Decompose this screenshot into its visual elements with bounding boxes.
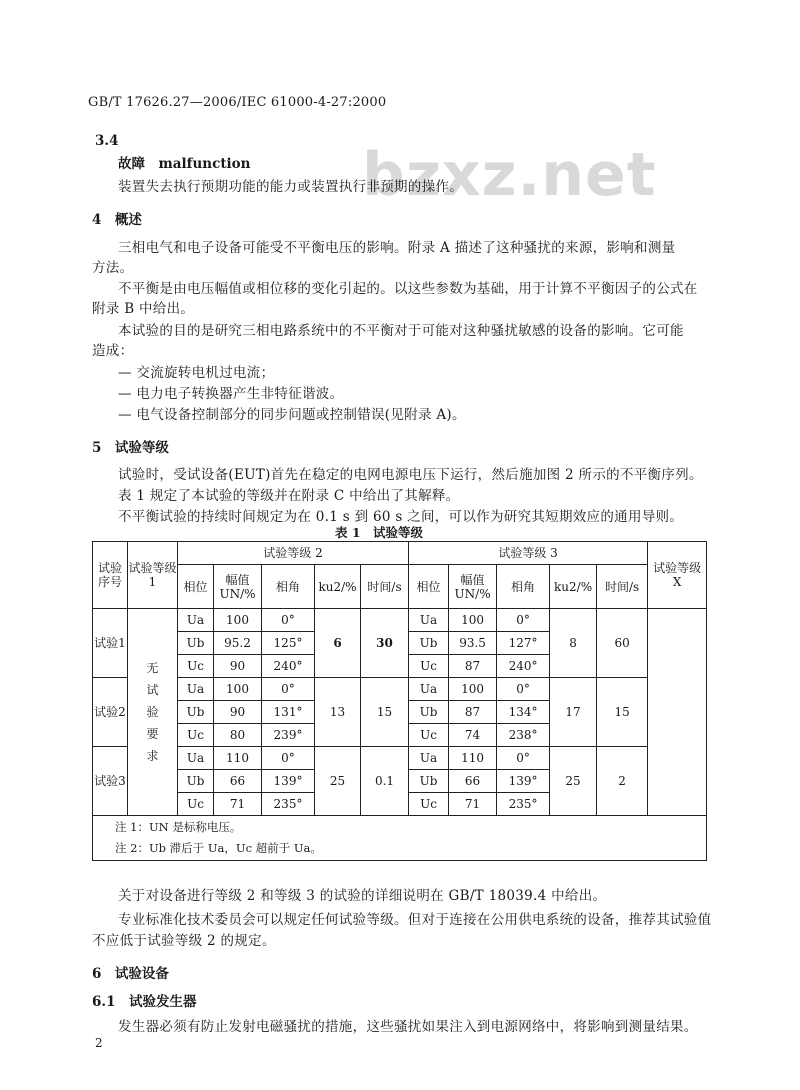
paragraph: 关于对设备进行等级 2 和等级 3 的试验的详细说明在 GB/T 18039.4 中给出。 [118, 888, 607, 904]
angle-cell: 0° [262, 747, 315, 770]
header-level-x: 试验等级 X [648, 542, 707, 609]
header-angle: 相角 [497, 565, 550, 609]
amp-cell: 80 [214, 724, 262, 747]
paragraph: 造成： [92, 343, 134, 359]
table-row [93, 747, 707, 770]
phase-cell: Ub [409, 701, 449, 724]
test-levels-table [92, 541, 707, 861]
amp-cell: 71 [449, 793, 497, 816]
paragraph: 发生器必须有防止发射电磁骚扰的措施，这些骚扰如果注入到电源网络中，将影响到测量结果。 [118, 1019, 698, 1035]
ku2-cell: 13 [315, 678, 361, 747]
paragraph: 表 1 规定了本试验的等级并在附录 C 中给出了其解释。 [118, 488, 460, 504]
test-name: 试验2 [93, 678, 128, 747]
angle-cell: 235° [497, 793, 550, 816]
paragraph: 方法。 [92, 260, 134, 276]
amp-cell: 66 [214, 770, 262, 793]
header-test-seq: 试验序号 [93, 542, 128, 609]
header-ku2: ku2/% [550, 565, 597, 609]
table-note-1: 注 1：UN 是标称电压。 [115, 820, 242, 834]
table-row [93, 609, 707, 632]
paragraph: 三相电气和电子设备可能受不平衡电压的影响。附录 A 描述了这种骚扰的来源，影响和测量 [118, 240, 676, 256]
amp-cell: 66 [449, 770, 497, 793]
document-header: GB/T 17626.27—2006/IEC 61000-4-27:2000 [88, 95, 387, 110]
section-3-4-number: 3.4 [95, 133, 119, 149]
amp-cell: 100 [449, 609, 497, 632]
amp-cell: 74 [449, 724, 497, 747]
angle-cell: 0° [497, 747, 550, 770]
angle-cell: 127° [497, 632, 550, 655]
amp-cell: 90 [214, 655, 262, 678]
paragraph: 试验时，受试设备(EUT)首先在稳定的电网电源电压下运行，然后施加图 2 所示的不平衡序列。 [118, 467, 703, 483]
list-item: — 交流旋转电机过电流； [118, 365, 275, 381]
table-note-2: 注 2：Ub 滞后于 Ua，Uc 超前于 Ua。 [115, 841, 322, 855]
time-cell: 15 [361, 678, 409, 747]
time-cell: 30 [361, 609, 409, 678]
angle-cell: 240° [262, 655, 315, 678]
phase-cell: Uc [409, 724, 449, 747]
header-phase: 相位 [409, 565, 449, 609]
paragraph: 本试验的目的是研究三相电路系统中的不平衡对于可能对这种骚扰敏感的设备的影响。它可能 [118, 323, 684, 339]
level-x-cell [648, 609, 707, 816]
paragraph: 附录 B 中给出。 [92, 301, 195, 317]
ku2-cell: 25 [315, 747, 361, 816]
header-amplitude: 幅值 UN/% [214, 565, 262, 609]
phase-cell: Uc [409, 655, 449, 678]
angle-cell: 125° [262, 632, 315, 655]
angle-cell: 239° [262, 724, 315, 747]
section-4-title: 4 概述 [92, 212, 142, 228]
phase-cell: Uc [178, 724, 214, 747]
time-cell: 2 [597, 747, 648, 816]
phase-cell: Ub [178, 632, 214, 655]
angle-cell: 134° [497, 701, 550, 724]
table-caption: 表 1 试验等级 [335, 525, 424, 540]
paragraph: 不平衡试验的持续时间规定为在 0.1 s 到 60 s 之间，可以作为研究其短期效应的通用导则。 [118, 509, 684, 525]
paragraph: 不平衡是由电压幅值或相位移的变化引起的。以这些参数为基础，用于计算不平衡因子的公式在 [118, 281, 698, 297]
phase-cell: Ub [178, 770, 214, 793]
ku2-cell: 8 [550, 609, 597, 678]
ku2-cell: 25 [550, 747, 597, 816]
phase-cell: Ua [178, 747, 214, 770]
amp-cell: 100 [449, 678, 497, 701]
header-ku2: ku2/% [315, 565, 361, 609]
test-name: 试验1 [93, 609, 128, 678]
amp-cell: 87 [449, 701, 497, 724]
header-level-1: 试验等级 1 [128, 542, 178, 609]
amp-cell: 87 [449, 655, 497, 678]
angle-cell: 0° [497, 609, 550, 632]
header-level-3: 试验等级 3 [409, 542, 648, 565]
level-1-note: 无试验要求 [128, 609, 178, 816]
header-time: 时间/s [597, 565, 648, 609]
section-6-1-title: 6.1 试验发生器 [92, 994, 197, 1010]
table-row [93, 678, 707, 701]
angle-cell: 0° [497, 678, 550, 701]
time-cell: 15 [597, 678, 648, 747]
phase-cell: Uc [178, 655, 214, 678]
angle-cell: 139° [262, 770, 315, 793]
header-amplitude: 幅值 UN/% [449, 565, 497, 609]
amp-cell: 93.5 [449, 632, 497, 655]
phase-cell: Uc [178, 793, 214, 816]
angle-cell: 0° [262, 678, 315, 701]
phase-cell: Ua [178, 609, 214, 632]
header-time: 时间/s [361, 565, 409, 609]
section-5-title: 5 试验等级 [92, 440, 169, 456]
term-malfunction: 故障 malfunction [118, 156, 251, 172]
list-item: — 电力电子转换器产生非特征谐波。 [118, 386, 344, 402]
phase-cell: Ua [409, 747, 449, 770]
amp-cell: 110 [214, 747, 262, 770]
angle-cell: 139° [497, 770, 550, 793]
phase-cell: Ub [178, 701, 214, 724]
amp-cell: 100 [214, 609, 262, 632]
watermark: bzxz.net [362, 140, 657, 210]
paragraph: 专业标准化技术委员会可以规定任何试验等级。但对于连接在公用供电系统的设备，推荐其试验值 [118, 912, 712, 928]
angle-cell: 240° [497, 655, 550, 678]
angle-cell: 0° [262, 609, 315, 632]
ku2-cell: 6 [315, 609, 361, 678]
phase-cell: Ub [409, 770, 449, 793]
amp-cell: 90 [214, 701, 262, 724]
header-level-2: 试验等级 2 [178, 542, 409, 565]
phase-cell: Ub [409, 632, 449, 655]
phase-cell: Ua [409, 609, 449, 632]
term-definition: 装置失去执行预期功能的能力或装置执行非预期的操作。 [118, 179, 463, 195]
test-name: 试验3 [93, 747, 128, 816]
table-notes [93, 816, 707, 861]
amp-cell: 110 [449, 747, 497, 770]
ku2-cell: 17 [550, 678, 597, 747]
amp-cell: 71 [214, 793, 262, 816]
amp-cell: 95.2 [214, 632, 262, 655]
phase-cell: Uc [409, 793, 449, 816]
amp-cell: 100 [214, 678, 262, 701]
section-6-title: 6 试验设备 [92, 966, 169, 982]
header-phase: 相位 [178, 565, 214, 609]
time-cell: 0.1 [361, 747, 409, 816]
page-number: 2 [95, 1036, 103, 1050]
paragraph: 不应低于试验等级 2 的规定。 [92, 933, 276, 949]
list-item: — 电气设备控制部分的同步问题或控制错误(见附录 A)。 [118, 407, 466, 423]
time-cell: 60 [597, 609, 648, 678]
phase-cell: Ua [178, 678, 214, 701]
angle-cell: 131° [262, 701, 315, 724]
angle-cell: 238° [497, 724, 550, 747]
phase-cell: Ua [409, 678, 449, 701]
header-angle: 相角 [262, 565, 315, 609]
angle-cell: 235° [262, 793, 315, 816]
